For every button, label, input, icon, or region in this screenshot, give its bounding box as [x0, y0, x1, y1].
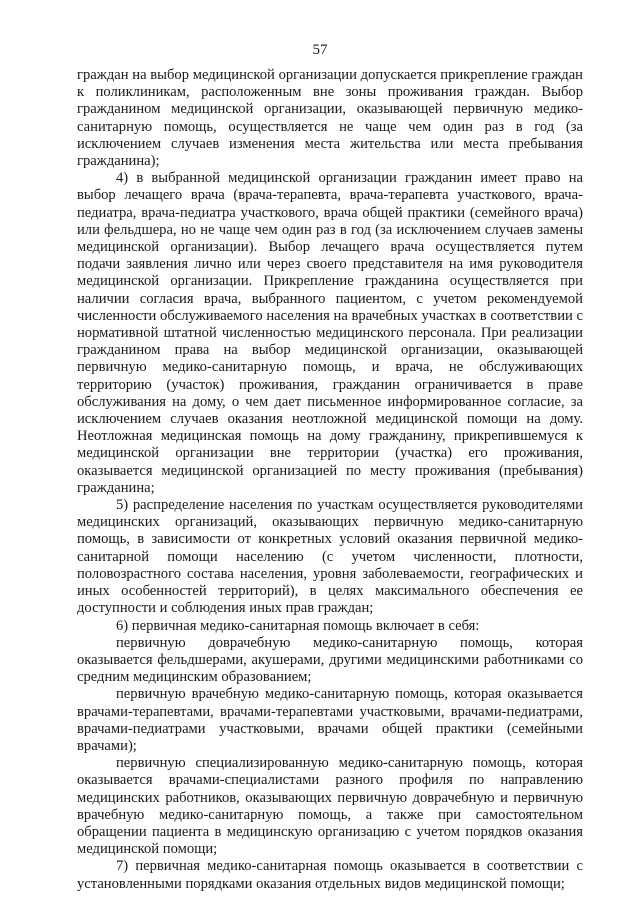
- paragraph-item-5: 5) распределение населения по участкам осуществляется руководителями медицинских организаций, оказывающих первичную медико-санитарную помощь, в зависимости от конкретных условий оказания первичной медико-санитарной помощи населению (с учетом численности, плотности, половозрастного состава населения, уровня заболеваемости, географических и иных особенностей территорий), в целях максимального обеспечения ее доступности и соблюдения иных прав граждан;: [77, 497, 583, 617]
- paragraph-item-7: 7) первичная медико-санитарная помощь оказывается в соответствии с установленными порядками оказания отдельных видов медицинской помощи;: [77, 858, 583, 892]
- document-body: [77, 67, 583, 893]
- paragraph-item-4: 4) в выбранной медицинской организации гражданин имеет право на выбор лечащего врача (врача-терапевта, врача-терапевта участкового, врача-педиатра, врача-педиатра участкового, врача общей практики (семейного врача) или фельдшера, но не чаще чем один раз в год (за исключением случаев замены медицинской организации). Выбор лечащего врача осуществляется путем подачи заявления лично или через своего представителя на имя руководителя медицинской организации. Прикрепление гражданина осуществляется при наличии согласия врача, выбранного пациентом, с учетом рекомендуемой численности обслуживаемого населения на врачебных участках в соответствии с нормативной штатной численностью медицинского персонала. При реализации гражданином права на выбор медицинской организации, оказывающей первичную медико-санитарную помощь, и врача, не обслуживающих территорию (участок) проживания, гражданин ограничивается в праве обслуживания на дому, о чем дает письменное информированное согласие, за исключением случаев оказания неотложной медицинской помощи на дому. Неотложная медицинская помощь на дому гражданину, прикрепившемуся к медицинской организации вне территории (участка) его проживания, оказывается медицинской организацией по месту проживания (пребывания) гражданина;: [77, 170, 583, 496]
- paragraph-item-6: 6) первичная медико-санитарная помощь включает в себя:: [116, 617, 480, 634]
- paragraph-item-6-prehospital: первичную доврачебную медико-санитарную помощь, которая оказывается фельдшерами, акушерами, другими медицинскими работниками со средним медицинским образованием;: [77, 634, 583, 686]
- paragraph-continuation: граждан на выбор медицинской организации допускается прикрепление граждан к поликлиникам, расположенным вне зоны проживания граждан. Выбор гражданином медицинской организации, оказывающей первичную медико-санитарную помощь, осуществляется не чаще чем один раз в год (за исключением случаев изменения места жительства или места пребывания гражданина);: [77, 67, 583, 170]
- page-number: 57: [312, 42, 328, 58]
- paragraph-item-6-specialized: первичную специализированную медико-санитарную помощь, которая оказывается врачами-специалистами разного профиля по направлению медицинских работников, оказывающих первичную доврачебную и первичную врачебную медико-санитарную помощь, а также при самостоятельном обращении пациента в медицинскую организацию с учетом порядков оказания медицинской помощи;: [77, 755, 583, 858]
- paragraph-item-6-physician: первичную врачебную медико-санитарную помощь, которая оказывается врачами-терапевтами, врачами-терапевтами участковыми, врачами-педиатрами, врачами-педиатрами участковыми, врачами общей практики (семейными врачами);: [77, 686, 583, 754]
